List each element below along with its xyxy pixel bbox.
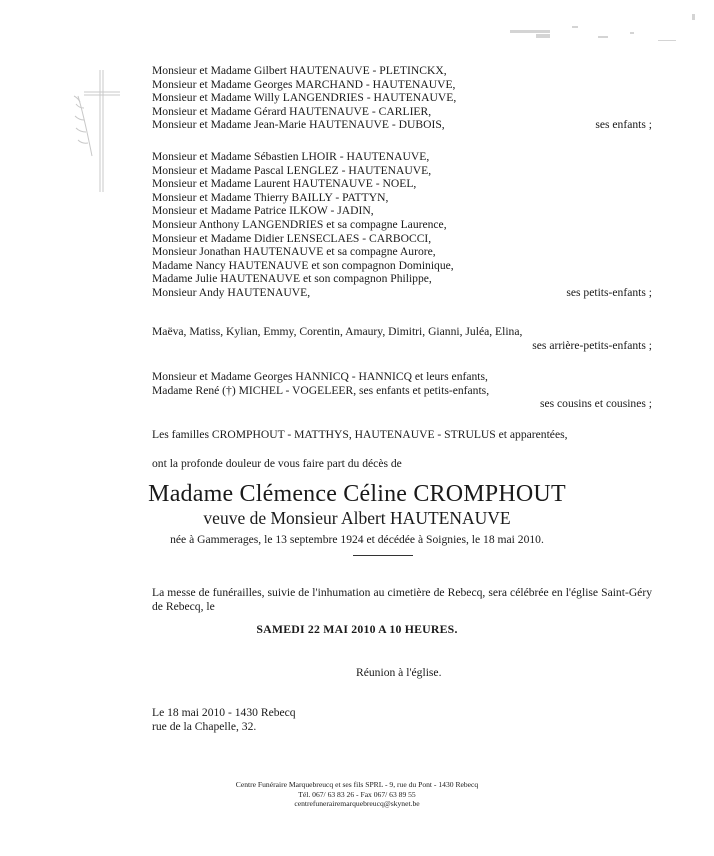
birth-death-line: née à Gammerages, le 13 septembre 1924 et décédée à Soignies, le 18 mai 2010.	[170, 533, 544, 546]
cross-wheat-icon	[72, 66, 122, 196]
scan-artifact-icon	[480, 14, 710, 54]
cousins-list	[152, 370, 652, 411]
children-line-last	[152, 118, 652, 132]
mass-text: La messe de funérailles, suivie de l'inhumation au cimetière de Rebecq, sera célébrée en l'église Saint-Géry de Rebecq, le	[152, 586, 652, 613]
grandchildren-line: Monsieur et Madame Laurent HAUTENAUVE - NOEL,	[152, 177, 417, 191]
deceased-name: Madame Clémence Céline CROMPHOUT	[148, 481, 566, 507]
grandchildren-line: Monsieur et Madame Patrice ILKOW - JADIN,	[152, 204, 374, 218]
cousins-line: Madame René (†) MICHEL - VOGELEER, ses enfants et petits-enfants,	[152, 383, 490, 397]
place-date-line: Le 18 mai 2010 - 1430 Rebecq	[152, 706, 296, 719]
children-label: ses enfants ;	[595, 118, 652, 132]
great-grandchildren-label: ses arrière-petits-enfants ;	[532, 338, 652, 352]
announcement-line: ont la profonde douleur de vous faire part du décès de	[152, 457, 402, 470]
great-grandchildren-list	[152, 325, 652, 352]
grandchildren-line: Monsieur Jonathan HAUTENAUVE et sa compagne Aurore,	[152, 245, 436, 259]
grandchildren-list	[152, 150, 652, 300]
grandchildren-line: Madame Nancy HAUTENAUVE et son compagnon Dominique,	[152, 258, 454, 272]
mass-date: SAMEDI 22 MAI 2010 A 10 HEURES.	[256, 622, 458, 636]
great-grandchildren-line: Maëva, Matiss, Kylian, Emmy, Corentin, Amaury, Dimitri, Gianni, Juléa, Elina,	[152, 325, 523, 338]
cousins-label: ses cousins et cousines ;	[539, 397, 652, 411]
footer-company: Centre Funéraire Marquebreucq et ses fils SPRL - 9, rue du Pont - 1430 Rebecq	[235, 780, 479, 789]
footer-phone: Tél. 067/ 63 83 26 - Fax 067/ 63 89 55	[298, 789, 416, 799]
grandchildren-line: Monsieur Andy HAUTENAUVE,	[152, 285, 311, 299]
grandchildren-line: Monsieur et Madame Didier LENSECLAES - CARBOCCI,	[152, 231, 432, 245]
cousins-line: Monsieur et Madame Georges HANNICQ - HANNICQ et leurs enfants,	[152, 370, 488, 383]
reunion-text: Réunion à l'église.	[356, 666, 442, 679]
children-line: Monsieur et Madame Jean-Marie HAUTENAUVE - DUBOIS,	[152, 118, 445, 132]
grandchildren-line: Monsieur Anthony LANGENDRIES et sa compagne Laurence,	[152, 217, 447, 231]
grandchildren-line: Monsieur et Madame Sébastien LHOIR - HAUTENAUVE,	[152, 150, 430, 163]
address-line: rue de la Chapelle, 32.	[152, 720, 257, 733]
funeral-home-footer	[0, 780, 714, 809]
children-line: Monsieur et Madame Gilbert HAUTENAUVE - PLETINCKX,	[152, 64, 447, 77]
grandchildren-line: Monsieur et Madame Thierry BAILLY - PATTYN,	[152, 190, 389, 204]
grandchildren-line: Monsieur et Madame Pascal LENGLEZ - HAUTENAUVE,	[152, 163, 432, 177]
divider	[353, 555, 413, 556]
families-line: Les familles CROMPHOUT - MATTHYS, HAUTENAUVE - STRULUS et apparentées,	[152, 428, 568, 441]
footer-email: centrefunerairemarquebreucq@skynet.be	[294, 799, 420, 809]
grandchildren-line-last	[152, 286, 652, 300]
widow-of: veuve de Monsieur Albert HAUTENAUVE	[203, 508, 511, 528]
children-line: Monsieur et Madame Gérard HAUTENAUVE - CARLIER,	[152, 104, 432, 118]
grandchildren-line: Madame Julie HAUTENAUVE et son compagnon Philippe,	[152, 272, 432, 286]
children-line: Monsieur et Madame Georges MARCHAND - HAUTENAUVE,	[152, 77, 456, 91]
grandchildren-label: ses petits-enfants ;	[566, 285, 652, 299]
children-line: Monsieur et Madame Willy LANGENDRIES - HAUTENAUVE,	[152, 91, 457, 105]
place-date-block	[152, 706, 296, 734]
children-list	[152, 64, 652, 132]
